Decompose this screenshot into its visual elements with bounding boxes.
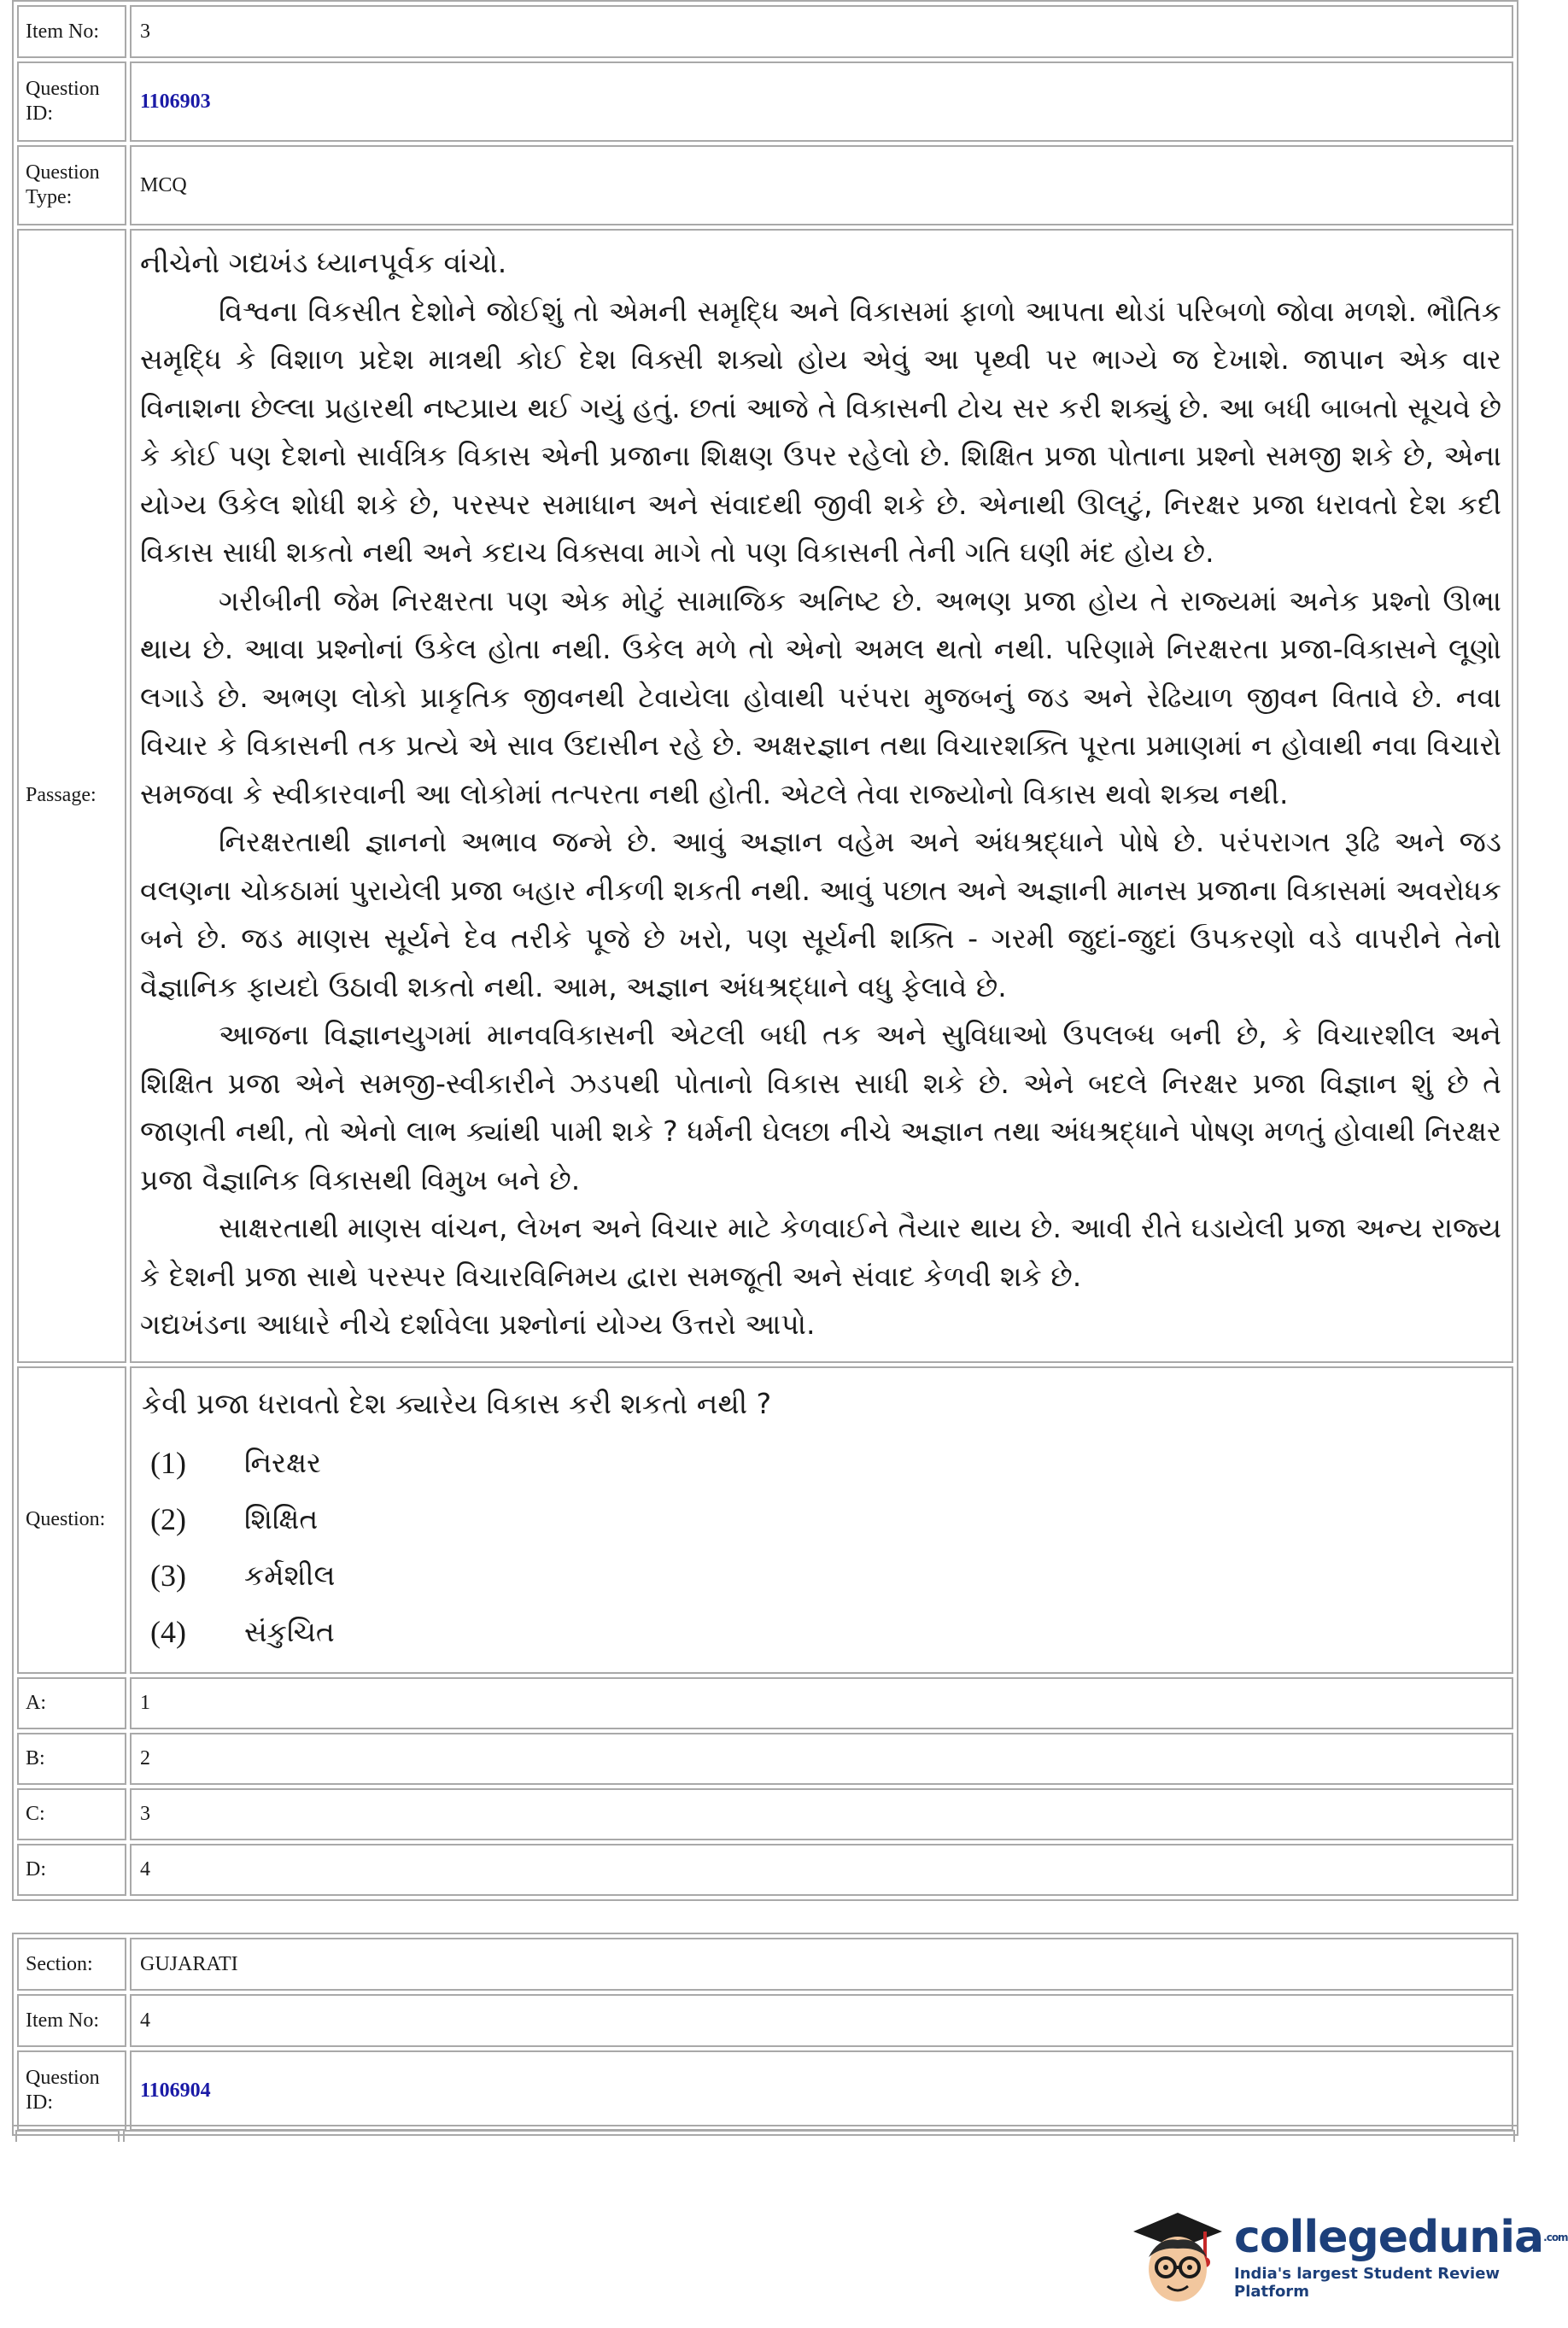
passage-label: Passage:: [17, 229, 126, 1363]
cropped-next-row: [12, 2125, 1518, 2138]
item-no-value: 3: [130, 5, 1513, 58]
collegedunia-logo: [1125, 2193, 1568, 2321]
answer-a-value: 1: [130, 1677, 1513, 1729]
option-text: કર્મશીલ: [244, 1558, 336, 1592]
question-id-label: Question ID:: [17, 2050, 126, 2131]
mascot-graduate-icon: [1125, 2197, 1227, 2317]
row-section: [17, 1938, 1513, 1991]
option-4: [142, 1604, 1501, 1660]
answer-b-label: B:: [17, 1733, 126, 1785]
passage-paragraph: વિશ્વના વિકસીત દેશોને જોઈશું તો એમની સમૃદ્ધિ અને વિકાસમાં ફાળો આપતા થોડાં પરિબળો જોવા મળશે. ભૌતિક સમૃદ્ધિ કે વિશાળ પ્રદેશ માત્રથી કોઈ દેશ વિક્સી શક્યો હોય એવું આ પૃથ્વી પર ભાગ્યે જ દેખાશે. જાપાન એક વાર વિનાશના છેલ્લા પ્રહારથી નષ્ટપ્રાય થઈ ગયું હતું. છતાં આજે તે વિકાસની ટોચ સર કરી શક્યું છે. આ બધી બાબતો સૂચવે છે કે કોઈ પણ દેશનો સાર્વત્રિક વિકાસ એની પ્રજાના શિક્ષણ ઉપર રહેલો છે. શિક્ષિત પ્રજા પોતાના પ્રશ્નો સમજી શકે છે, એના યોગ્ય ઉકેલ શોધી શકે છે, પરસ્પર સમાધાન અને સંવાદથી જીવી શકે છે. એનાથી ઊલટું, નિરક્ષર પ્રજા ધરાવતો દેશ કદી વિકાસ સાધી શકતો નથી અને કદાચ વિક્સવા માગે તો પણ વિકાસની તેની ગતિ ઘણી મંદ હોય છે.: [140, 294, 1501, 569]
option-1: [142, 1435, 1501, 1491]
passage-paragraph: સાક્ષરતાથી માણસ વાંચન, લેખન અને વિચાર માટે કેળવાઈને તૈયાર થાય છે. આવી રીતે ઘડાયેલી પ્રજા અન્ય રાજ્ય કે દેશની પ્રજા સાથે પરસ્પર વિચારવિનિમય દ્વારા સમજૂતી અને સંવાદ કેળવી શકે છે.: [140, 1211, 1501, 1293]
item-no-value: 4: [130, 1994, 1513, 2047]
option-number: (3): [150, 1558, 186, 1593]
question-type-label: Question Type:: [17, 145, 126, 225]
row-question-id: [17, 61, 1513, 142]
item-no-label: Item No:: [17, 1994, 126, 2047]
option-3: [142, 1547, 1501, 1604]
logo-text: [1234, 2214, 1568, 2301]
question-type-value: MCQ: [130, 145, 1513, 225]
logo-tagline: India's largest Student Review Platform: [1234, 2265, 1501, 2301]
row-answer-d: [17, 1844, 1513, 1896]
option-text: નિરક્ષર: [244, 1445, 322, 1479]
answer-d-value: 4: [130, 1844, 1513, 1896]
row-answer-a: [17, 1677, 1513, 1729]
answer-b-value: 2: [130, 1733, 1513, 1785]
logo-name: collegedunia$^{.com}$: [1234, 2212, 1568, 2263]
question-id-label: Question ID:: [17, 61, 126, 142]
passage-paragraph: ગરીબીની જેમ નિરક્ષરતા પણ એક મોટું સામાજિક અનિષ્ટ છે. અભણ પ્રજા હોય તે રાજ્યમાં અનેક પ્રશ્નો ઊભા થાય છે. આવા પ્રશ્નોનાં ઉકેલ હોતા નથી. ઉકેલ મળે તો એનો અમલ થતો નથી. પરિણામે નિરક્ષરતા પ્રજા-વિકાસને લૂણો લગાડે છે. અભણ લોકો પ્રાકૃતિક જીવનથી ટેવાયેલા હોવાથી પરંપરા મુજબનું જડ અને રેઢિયાળ જીવન વિતાવે છે. નવા વિચાર કે વિકાસની તક પ્રત્યે એ સાવ ઉદાસીન રહે છે. અક્ષરજ્ઞાન તથા વિચારશક્તિ પૂરતા પ્રમાણમાં ન હોવાથી નવા વિચારો સમજવા કે સ્વીકારવાની આ લોકોમાં તત્પરતા નથી હોતી. એટલે તેવા રાજ્યોનો વિકાસ થવો શક્ય નથી.: [140, 583, 1501, 810]
passage-intro: નીચેનો ગદ્યખંડ ધ્યાનપૂર્વક વાંચો.: [140, 246, 507, 279]
section-value: GUJARATI: [130, 1938, 1513, 1991]
row-item-no: [17, 1994, 1513, 2047]
answer-c-label: C:: [17, 1788, 126, 1840]
option-number: (4): [150, 1614, 186, 1649]
row-item-no: [17, 5, 1513, 58]
item-no-label: Item No:: [17, 5, 126, 58]
question-id-value: 1106903: [130, 61, 1513, 142]
row-question-id: [17, 2050, 1513, 2131]
question-label: Question:: [17, 1366, 126, 1674]
passage-paragraph: આજના વિજ્ઞાનયુગમાં માનવવિકાસની એટલી બધી તક અને સુવિધાઓ ઉપલબ્ધ બની છે, કે વિચારશીલ અને શિક્ષિત પ્રજા એને સમજી-સ્વીકારીને ઝડપથી પોતાનો વિકાસ સાધી શકે છે. એને બદલે નિરક્ષર પ્રજા વિજ્ઞાન શું છે તે જાણતી નથી, તો એનો લાભ ક્યાંથી પામી શકે ? ધર્મની ઘેલછા નીચે અજ્ઞાન તથા અંધશ્રદ્ધાને પોષણ મળતું હોવાથી નિરક્ષર પ્રજા વૈજ્ઞાનિક વિકાસથી વિમુખ બને છે.: [140, 1018, 1501, 1196]
row-answer-b: [17, 1733, 1513, 1785]
row-passage: [17, 229, 1513, 1363]
answer-c-value: 3: [130, 1788, 1513, 1840]
passage-paragraph: નિરક્ષરતાથી જ્ઞાનનો અભાવ જન્મે છે. આવું અજ્ઞાન વહેમ અને અંધશ્રદ્ધાને પોષે છે. પરંપરાગત રૂઢિ અને જડ વલણના ચોકઠામાં પુરાયેલી પ્રજા બહાર નીકળી શકતી નથી. આવું પછાત અને અજ્ઞાની માનસ પ્રજાના વિકાસમાં અવરોધક બને છે. જડ માણસ સૂર્યને દેવ તરીકે પૂજે છે ખરો, પણ સૂર્યની શક્તિ - ગરમી જુદાં-જુદાં ઉપકરણો વડે વાપરીને તેનો વૈજ્ઞાનિક ફાયદો ઉઠાવી શકતો નથી. આમ, અજ્ઞાન અંધશ્રદ્ધાને વધુ ફેલાવે છે.: [140, 825, 1501, 1003]
question-id-value: 1106904: [130, 2050, 1513, 2131]
cropped-value-cell: [123, 2130, 1515, 2142]
passage-outro: ગદ્યખંડના આધારે નીચે દર્શાવેલા પ્રશ્નોનાં યોગ્ય ઉત્તરો આપો.: [140, 1307, 816, 1341]
question-content: [130, 1366, 1513, 1674]
option-number: (2): [150, 1501, 186, 1536]
option-text: સંકુચિત: [244, 1614, 335, 1648]
row-question-type: [17, 145, 1513, 225]
row-question: [17, 1366, 1513, 1674]
option-number: (1): [150, 1445, 186, 1480]
section-label: Section:: [17, 1938, 126, 1991]
cropped-label-cell: [15, 2130, 120, 2142]
option-text: શિક્ષિત: [244, 1501, 319, 1535]
answer-d-label: D:: [17, 1844, 126, 1896]
passage-text: [130, 229, 1513, 1363]
question-stem: કેવી પ્રજા ધરાવતો દેશ ક્યારેય વિકાસ કરી શકતો નથી ?: [142, 1386, 772, 1420]
question-table-item-4: [12, 1933, 1518, 2136]
row-answer-c: [17, 1788, 1513, 1840]
logo-dotcom: .com: [1543, 2231, 1568, 2243]
option-2: [142, 1491, 1501, 1547]
question-table-item-3: [12, 0, 1518, 1901]
answer-a-label: A:: [17, 1677, 126, 1729]
